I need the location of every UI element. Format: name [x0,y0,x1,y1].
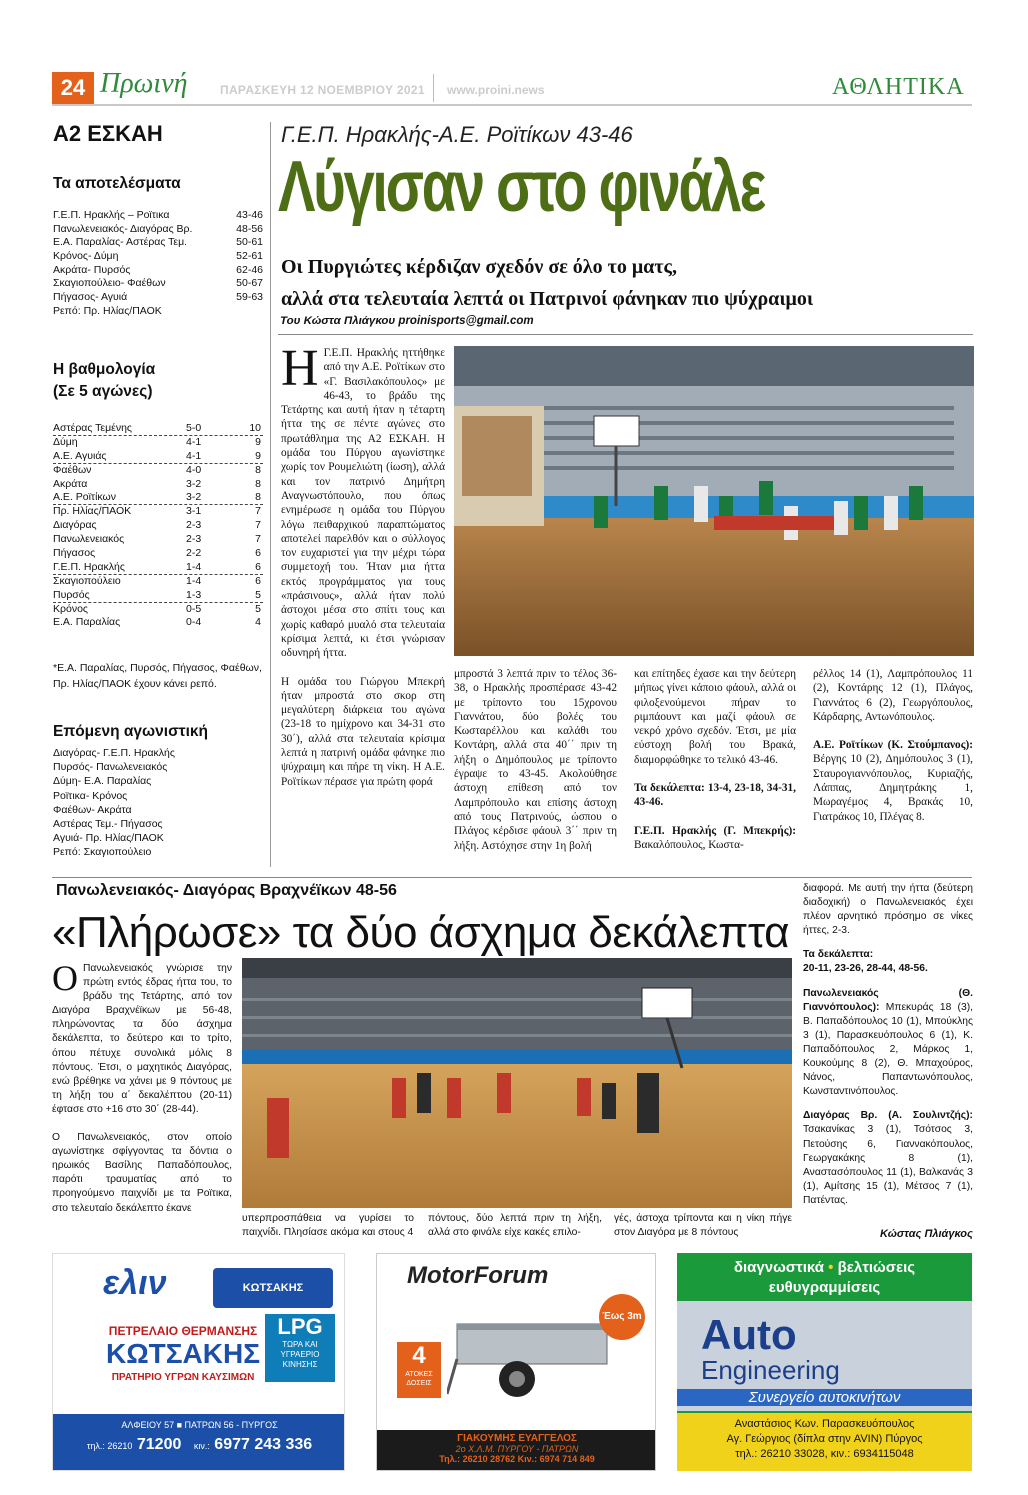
page-number: 24 [52,72,94,104]
away-team-players: Βέργης 10 (2), Δημόπουλος 3 (1), Σταυρογιαννόπουλος, Κυριαζής, Λάππας, Δημητράκης 1, Μωραγέμος 4, Βρακάς 10, Γιατράκος 10, Πλέγας 8. [813,753,973,823]
basketball-game-photo [454,346,974,656]
fixture-item: Πυρσός- Πανωλενειακός [53,761,168,774]
article2-column-4: γές, άστοχα τρίποντα και η νίκη πήγε στον Διαγόρα με 8 πόντους [614,1213,792,1239]
team-name: Πυρσός [53,588,90,601]
result-match: Γ.Ε.Π. Ηρακλής – Ροϊτικα [53,209,170,221]
result-match: Ρεπό: Πρ. Ηλίας/ΠΑΟΚ [53,304,162,317]
standings-row [53,478,263,492]
team-name: Διαγόρας [53,519,97,532]
result-row [53,236,263,250]
result-match: Πήγασος- Αγυιά [53,291,128,304]
article1-paragraph: και επίτηδες έχασε και την δεύτερη μήπως γίνει κάποιο φάουλ, αλλά οι φιλοξενούμενοι πήραν το ριμπάουντ και μαζί φάουλ σε νεκρό χρόνο σχεδόν. Έτσι, με μία εύστοχη βολή του Βρακά, διαμορφώθηκε το τελικό 43-46. [634,668,796,766]
team-points: 9 [255,435,261,448]
ad-footer [677,1413,972,1471]
team-name: Ε.Α. Παραλίας [53,616,121,629]
quarters-values: 20-11, 23-26, 28-44, 48-56. [803,963,928,975]
phone-label: τηλ.: 26210 [86,1441,133,1451]
column-divider [270,122,271,867]
ad-tag: διαγνωστικά [733,1259,824,1276]
result-match: Πανωλενειακός- Διαγόρας Βρ. [53,222,193,235]
fixture-item: Ρεπό: Σκαγιοπούλειο [53,846,152,859]
results-list [53,209,263,319]
header-separator [433,74,434,102]
result-score: 50-67 [236,277,263,290]
section-title: ΑΘΛΗΤΙΚΑ [832,74,965,100]
advertisement-kotsakis[interactable] [52,1253,345,1471]
result-score: 43-46 [236,209,263,221]
team-points: 6 [255,547,261,560]
quarters-label: Τα δεκάλεπτα: [803,949,874,961]
team-record: 4-1 [186,435,202,448]
team-points: 7 [255,505,261,518]
fixture-item: Αστέρας Τεμ.- Πήγασος [53,818,163,831]
home-team-label: Πανωλενειακός (Θ. Γιαννόπουλος): [803,987,973,1013]
mobile-label: κιν.: [193,1441,210,1451]
team-points: 4 [255,616,261,629]
result-match: Σκαγιοπούλειο- Φαέθων [53,277,166,290]
result-score [217,305,263,319]
team-points: 8 [255,477,261,490]
team-points: 6 [255,560,261,573]
article2-column-5 [803,882,973,1208]
ad-owner: Αναστάσιος Κων. Παρασκευόπουλος [734,1418,915,1430]
article1-column-1 [281,340,445,789]
standings-row [53,561,263,575]
standings-note: *Ε.Α. Παραλίας, Πυρσός, Πήγασος, Φαέθων, [53,662,262,674]
standings-row [53,616,263,630]
lpg-badge [265,1314,335,1382]
standings-subtitle: (Σε 5 αγώνες) [53,383,153,400]
standings-row [53,450,263,464]
standings-row [53,505,263,519]
team-record: 1-3 [186,588,202,601]
away-team-players: Τσακανίκας 3 (1), Τσότσος 3, Πετούσης 6, Γιαννακόπουλος, Γεωργακάκης 8 (1), Αναστασόπουλος 11 (1), Βαλκανάς 3 (1), Αμίτσης 15 (1), Μέτσος 7 (1), Πατέντας. [803,1124,973,1206]
team-points: 9 [255,449,261,462]
standings-note: Πρ. Ηλίας/ΠΑΟΚ έχουν κάνει ρεπό. [53,678,217,690]
article2-headline: «Πλήρωσε» τα δύο άσχημα δεκάλεπτα [52,908,790,957]
article1-column-4 [813,667,973,824]
article1-byline: Του Κώστα Πλιάγκου proinisports@gmail.com [280,315,534,327]
result-score: 50-61 [236,236,263,249]
ad-line: ΠΕΤΡΕΛΑΙΟ ΘΕΡΜΑΝΣΗΣ [108,1324,258,1338]
badge-number: 4 [412,1342,426,1369]
team-points: 5 [255,588,261,601]
ad-tag: ευθυγραμμίσεις [768,1279,881,1296]
article2-paragraph: Πανωλενειακός γνώρισε την πρώτη εντός έδρας ήττα του, το βράδυ της Τετάρτης, από τον Διαγόρα Βραχνέϊκων με 56-48, πληρώνοντας τα δύο άσχημα δεκάλεπτα, το δεύτερο και το τρίτο, όπου πέτυχε συνολικά μόλις 8 πόντους. Έτσι, ο μαχητικός Διαγόρας, ενώ βρέθηκε να χάνει με 9 πόντους με τη λήξη του α΄ δεκαλέπτου (20-11) έφτασε στο +16 στο 30΄ (28-44). [52,963,232,1115]
team-points: 8 [255,491,261,504]
article2-author: Κώστας Πλιάγκος [880,1228,973,1240]
team-name: Α.Ε. Ροϊτίκων [53,491,116,504]
standings-row [53,422,263,436]
team-points: 7 [255,533,261,546]
standings-row [53,533,263,547]
elin-logo: ελιν [103,1264,167,1302]
standings-row [53,589,263,603]
fixture-item: Δύμη- Ε.Α. Παραλίας [53,775,152,788]
result-match: Ακράτα- Πυρσός [53,263,131,276]
ad-address: ΑΛΦΕΙΟΥ 57 ■ ΠΑΤΡΩΝ 56 - ΠΥΡΓΟΣ [121,1420,278,1430]
home-team-label: Γ.Ε.Π. Ηρακλής (Γ. Μπεκρής): [634,824,796,837]
article2-paragraph: διαφορά. Με αυτή την ήττα (δεύτερη διαδοχική) ο Πανωλενειακός έχει πλέον αρνητικό πρόσημο σε νίκες ήττες, 2-3. [803,883,973,937]
team-record: 4-0 [186,463,202,476]
fixture-item: Φαέθων- Ακράτα [53,803,132,816]
team-record: 5-0 [186,422,202,434]
ad-address: 2ο Χ.Λ.Μ. ΠΥΡΓΟΥ - ΠΑΤΡΩΝ [455,1444,579,1454]
standings-row [53,603,263,617]
team-record: 3-2 [186,491,202,504]
team-record: 3-2 [186,477,202,490]
ad-name: ΚΩΤΣΑΚΗΣ [105,1338,261,1369]
ad-name: ΓΙΑΚΟΥΜΗΣ ΕΥΑΓΓΕΛΟΣ [457,1433,577,1444]
team-record: 4-1 [186,449,202,462]
standings-row [53,436,263,450]
result-row [53,209,263,223]
team-record: 0-5 [186,602,202,615]
byline-rule [278,334,973,335]
result-row [53,305,263,319]
quarters-values: 13-4, 23-18, 34-31, 43-46. [634,782,796,809]
team-name: Σκαγιοπούλειο [53,574,121,587]
results-title: Τα αποτελέσματα [53,175,181,192]
standings-row [53,575,263,589]
result-score: 48-56 [236,222,263,235]
league-title: Α2 ΕΣΚΑΗ [53,121,163,146]
mobile-number[interactable]: 6977 243 336 [214,1436,313,1453]
team-name: Κρόνος [53,602,88,615]
team-name: Αστέρας Τεμένης [53,422,132,434]
truck-icon [213,1268,333,1308]
team-record: 2-2 [186,547,202,560]
lpg-text: LPG [277,1314,323,1339]
website-link[interactable]: www.proini.news [447,83,545,97]
standings-row [53,519,263,533]
lpg-sub: ΥΓΡΑΕΡΙΟ [280,1350,320,1359]
fixture-item: Ροϊτικα- Κρόνος [53,789,128,802]
result-match: Ε.Α. Παραλίας- Αστέρας Τεμ. [53,236,188,249]
team-points: 5 [255,602,261,615]
team-points: 10 [249,422,261,434]
article1-paragraph: ρέλλος 14 (1), Λαμπρόπουλος 11 (2), Κοντάρης 12 (1), Πλάγος, Γιαννάτος 6 (2), Γεωργόπουλος, Κάρδαρης, Αντωνόπουλος. [813,668,973,723]
article1-deck: Οι Πυργιώτες κέρδιζαν σχεδόν σε όλο το ματς, [281,256,677,278]
article2-kicker: Πανωλενειακός- Διαγόρας Βραχνέϊκων 48-56 [56,882,397,899]
advertisement-motorforum[interactable] [376,1253,656,1471]
team-name: Φαέθων [53,463,92,476]
article1-column-3 [634,667,796,852]
away-team-label: Διαγόρας Βρ. (Α. Σουλιντζής): [803,1110,973,1122]
brand-auto: Auto [701,1311,797,1358]
issue-date: ΠΑΡΑΣΚΕΥΗ 12 ΝΟΕΜΒΡΙΟΥ 2021 [220,83,425,97]
team-record: 1-4 [186,560,202,573]
team-name: Ακράτα [53,477,88,490]
newspaper-name: Πρωινή [100,68,188,99]
away-team-label: Α.Ε. Ροϊτίκων (Κ. Στούμπανος): [813,739,973,752]
team-name: Γ.Ε.Π. Ηρακλής [53,560,125,573]
header-rule [52,104,972,106]
dropcap: Η [281,340,319,397]
article2-column-1 [52,958,232,1216]
basketball-game-photo [242,958,792,1208]
result-score: 59-63 [236,291,263,304]
team-name: Πήγασος [53,547,96,560]
team-name: Πρ. Ηλίας/ΠΑΟΚ [53,505,132,518]
result-row [53,250,263,264]
team-points: 8 [255,463,261,476]
brand-engineering: Engineering [701,1355,840,1385]
team-name: Πανωλενειακός [53,533,125,546]
motorforum-logo: MotorForum [407,1262,549,1289]
article2-column-2: υπερπροσπάθεια να γυρίσει το παιχνίδι. Πλησίασε ακόμα και στους 4 [242,1213,414,1239]
team-record: 2-3 [186,533,202,546]
home-team-players: Βακαλόπουλος, Κωστα- [634,838,744,851]
team-points: 7 [255,519,261,532]
ad-tag: βελτιώσεις [837,1259,916,1276]
article1-paragraph: Γ.Ε.Π. Ηρακλής ηττήθηκε από την Α.Ε. Ροϊτίκων στο «Γ. Βασιλακόπουλος» με 46-43, το βράδυ της Τετάρτης και αυτή ήταν η τέταρτη ήττα της σε πέντε αγώνες στο πρωτάθλημα της Α2 ΕΣΚΑΗ. Η ομάδα του Πύργου αγωνίστηκε χωρίς τον Ρουμελιώτη (ίωση), αλλά και τον πατρινό Δημήτρη Αναγνωστόπουλο, που όπως ενημέρωσε η ομάδα του Πύργου λόγω πειθαρχικού παραπτώματος αποτελεί παρελθόν και ο σύλλογος τον ευχαριστεί για την μέχρι τώρα συμμετοχή του. Ήταν μια ήττα εκτός προγράμματος για τους «πράσινους», αλλά ήταν πολύ άστοχοι μέσα στο σπίτι τους και χωρίς καθαρό μυαλό στα τελευταία κρίσιμα λεπτά, κι έτσι γνώρισαν οδυνηρή ήττα. [281,347,445,660]
dropcap: Ο [52,958,78,998]
result-row [53,264,263,278]
section-rule [52,877,972,878]
standings-table [53,422,263,630]
article2-paragraph: Ο Πανωλενειακός, στον οποίο αγωνίστηκε σφίγγοντας τα δόντια ο ηρωικός Βασίλης Παπαδόπουλος, παρότι τραυματίας από το προηγούμενο παιχνίδι με τα Ροϊτικα, στο τελευταίο δεκάλεπτο έκανε [52,1132,232,1214]
article2-column-3: πόντους, δύο λεπτά πριν τη λήξη, αλλά στο φινάλε είχε κακές επιλο- [428,1213,602,1239]
badge-text: ΑΤΟΚΕΣ ΔΟΣΕΙΣ [405,1371,433,1387]
standings-row [53,547,263,561]
lpg-sub: ΤΩΡΑ ΚΑΙ [282,1340,318,1349]
standings-title: Η βαθμολογία [53,361,156,378]
size-badge: Έως 3m [599,1294,645,1340]
next-round-title: Επόμενη αγωνιστική [53,723,209,740]
team-record: 2-3 [186,519,202,532]
result-row [53,223,263,237]
team-points: 6 [255,574,261,587]
team-record: 3-1 [186,505,202,518]
quarters-label: Τα δεκάλεπτα: [634,782,705,795]
result-score: 52-61 [236,250,263,263]
article1-headline: Λύγισαν στο φινάλε [278,147,764,227]
home-team-players: Μπεκυράς 18 (3), Β. Παπαδόπουλος 10 (1), Μπούκλης 3 (1), Παρασκευόπουλος 6 (1), Κ. Παπαδόπουλος 2, Μάρκος 1, Κουκούμης 8 (2), Θ. Μπαχούρος, Νάνος, Παπαντωνόπουλος, Κωνσταντινόπουλος. [803,1001,973,1098]
article1-deck: αλλά στα τελευταία λεπτά οι Πατρινοί φάνηκαν πιο ψύχραιμοι [281,288,814,310]
standings-row [53,491,263,505]
team-name: Δύμη [53,435,78,448]
article1-column-2: μπροστά 3 λεπτά πριν το τέλος 36-38, ο Ηρακλής προσπέρασε 43-42 με τρίποντο του 15χρονου Γιαννάτου, δύο βολές του Κωσταρέλλου και καλάθι του Κοντάρη, αλλά στα 40΄΄ πριν τη λήξη ο Δημόπουλος με τρίποντο έγραψε το 43-45. Ακολούθησε άστοχη επίθεση από τον Λαμπρόπουλο και επίσης άστοχη από τους Πατρινούς, ώσπου ο Πλάγος κέρδισε φάουλ 3΄΄ πριν τη λήξη. Αστόχησε στην 1η βολή [454,668,617,852]
ad-address: Αγ. Γεώργιος (δίπλα στην AVIN) Πύργος [726,1433,923,1445]
truck-label: ΚΩΤΣΑΚΗΣ [242,1282,304,1294]
result-match: Κρόνος- Δύμη [53,250,119,263]
team-record: 1-4 [186,574,202,587]
ad-phones[interactable]: τηλ.: 26210 33028, κιν.: 6934115048 [735,1448,914,1460]
standings-row [53,464,263,478]
installments-badge [397,1342,441,1398]
team-name: Α.Ε. Αγυιάς [53,449,107,462]
phone-number[interactable]: 71200 [136,1436,182,1453]
article1-paragraph: Η ομάδα του Γιώργου Μπεκρή ήταν μπροστά στο σκορ στη μεγαλύτερη διάρκεια του αγώνα (23-18 το ημίχρονο και 34-31 στο 30΄), αλλά στα τελευταία κρίσιμα λεπτά η πατρινή ομάδα φάνηκε πιο ψύχραιμη και πήρε τη νίκη. Η Α.Ε. Ροϊτίκων πέρασε για πρώτη φορά [281,675,445,788]
ad-phones[interactable]: Τηλ.: 26210 28762 Κιν.: 6974 714 849 [439,1454,595,1464]
result-row [53,277,263,291]
ad-footer [377,1430,656,1471]
ad-line: ΠΡΑΤΗΡΙΟ ΥΓΡΩΝ ΚΑΥΣΙΜΩΝ [111,1372,255,1383]
ad-subtitle: Συνεργείο αυτοκινήτων [677,1389,972,1406]
result-score: 62-46 [236,263,263,276]
fixture-item: Διαγόρας- Γ.Ε.Π. Ηρακλής [53,747,175,759]
result-row [53,291,263,305]
article1-kicker: Γ.Ε.Π. Ηρακλής-Α.Ε. Ροϊτίκων 43-46 [281,122,633,147]
advertisement-auto-engineering[interactable]: διαγνωστικά • βελτιώσεις ευθυγραμμίσεις Auto Engineering Συνεργείο αυτοκινήτων Αναστάσιος Κων. Παρασκευόπουλος Αγ. Γεώργιος (δίπλα στην AVIN) Πύργος τηλ.: 26210 33028, κιν.: 6934115048 [677,1253,972,1471]
ad-footer [53,1414,345,1471]
next-round-list [53,746,263,860]
team-record: 0-4 [186,616,202,629]
lpg-sub: ΚΙΝΗΣΗΣ [282,1360,318,1369]
fixture-item: Αγυιά- Πρ. Ηλίας/ΠΑΟΚ [53,832,164,845]
